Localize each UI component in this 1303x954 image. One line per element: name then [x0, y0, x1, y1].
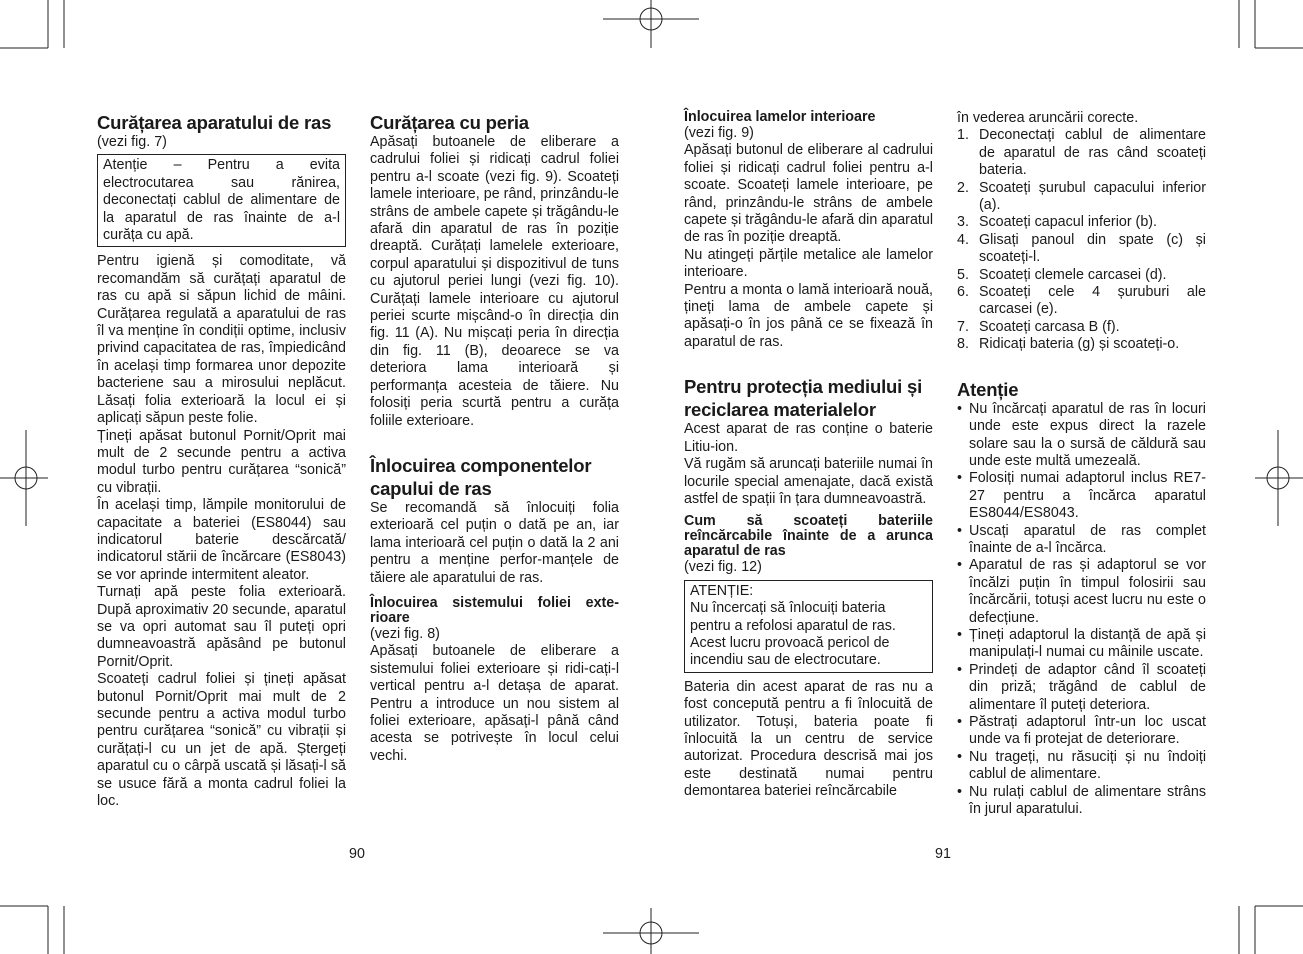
list-item: • Prindeți de adaptor când îl scoateți din priză; trăgând de cablul de alimentare îl puteți deteriora.	[957, 661, 1206, 713]
paragraph: Apăsați butoanele de eliberare a sistemului foliei exterioare și ridi-cați-l vertical pentru a-l detașa de aparat. Pentru a introduce un nou sistem al foliei exterioare, apăsați-l până când acesta se potrivește în locul celui vechi.	[370, 643, 619, 764]
warning-text: Atenție – Pentru a evita electrocutarea sau rănirea, deconectați cablul de alimentare de la aparatul de ras înainte de a-l curăța cu apă.	[103, 157, 340, 244]
list-item: • Uscați aparatul de ras complet înainte de a-l încărca.	[957, 522, 1206, 556]
page-number-left: 90	[349, 846, 365, 862]
column-battery-steps	[957, 110, 1206, 818]
list-item: 5. Scoateți clemele carcasei (d).	[957, 266, 1167, 283]
section-heading-environment: Pentru protecția mediului și reciclarea materialelor	[684, 376, 923, 421]
paragraph: Se recomandă să înlocuiți folia exterioară cel puțin o dată pe an, iar lama interioară cel puțin o dată la 2 ani pentru a menține perfor-manțele de tăiere ale aparatului de ras.	[370, 499, 619, 586]
list-item: 3. Scoateți capacul inferior (b).	[957, 214, 1157, 231]
paragraph: Scoateți cadrul foliei și țineți apăsat butonul Pornit/Oprit mai mult de 2 secunde pentru a activa modul turbo pentru curățarea “sonică” cu vibrații și curățați-l cu un jet de apă. Ștergeți aparatul cu o cârpă uscată și lăsați-l să se usuce fără a monta cadrul foliei la loc.	[97, 671, 346, 810]
column-inner-blades	[684, 110, 933, 801]
list-item: 7. Scoateți carcasa B (f).	[957, 318, 1120, 335]
figure-ref: (vezi fig. 12)	[684, 559, 762, 576]
subheading-inner-blades: Înlocuirea lamelor interioare	[684, 109, 876, 125]
list-item: • Păstrați adaptorul într-un loc uscat unde va fi protejat de deteriorare.	[957, 714, 1206, 748]
list-item: 4. Glisați panoul din spate (c) și scoateți-l.	[957, 231, 1206, 266]
section-heading-cleaning-shaver: Curățarea aparatului de ras	[97, 112, 332, 133]
paragraph: Vă rugăm să aruncați bateriile numai în locurile special amenajate, dacă există astfel de spații în țara dumneavoastră.	[684, 456, 933, 507]
section-heading-caution: Atenție	[957, 378, 1019, 400]
list-item: • Nu rulați cablul de alimentare strâns în jurul aparatului.	[957, 783, 1206, 818]
list-item: • Nu încărcați aparatul de ras în locuri unde este expus direct la razele solare sau la o sursă de căldură sau unde este multă umezeală.	[957, 400, 1206, 469]
paragraph: În același timp, lămpile monitorului de capacitate a bateriei (ES8044) sau indicatorul baterie descărcată/ indicatorul stării de încărcare (ES8043) se vor aprinde intermitent aleator.	[97, 497, 346, 583]
section-heading-brush-cleaning: Curățarea cu peria	[370, 112, 529, 133]
section-heading-replacing-parts: Înlocuirea componentelor capului de ras	[370, 454, 592, 499]
page-number-right: 91	[935, 846, 951, 862]
paragraph: Nu atingeți părțile metalice ale lamelor interioare.	[684, 246, 933, 281]
list-item: • Folosiți numai adaptorul inclus RE7-27 pentru a încărca aparatul ES8044/ES8043.	[957, 470, 1206, 522]
column-brush-cleaning	[370, 111, 619, 765]
paragraph: Acest aparat de ras conține o baterie Litiu-ion.	[684, 421, 933, 455]
paragraph: în vederea aruncării corecte.	[957, 110, 1139, 126]
list-item: • Nu trageți, nu răsuciți și nu îndoiți cablul de alimentare.	[957, 748, 1206, 783]
paragraph: Turnați apă peste folia exterioară. După aproximativ 20 secunde, aparatul se va opri automat sau îl puteți opri dumneavoastră apăsând pe butonul Pornit/Oprit.	[97, 584, 346, 670]
battery-removal-steps	[957, 127, 1206, 353]
figure-ref: (vezi fig. 9)	[684, 125, 754, 141]
figure-ref: (vezi fig. 7)	[97, 134, 167, 150]
caution-text: Nu încercați să înlocuiți bateria pentru a refolosi aparatul de ras. Acest lucru provoacă pericol de incendiu sau de electrocutare.	[690, 600, 896, 669]
caution-title: ATENȚIE:	[690, 582, 754, 599]
subheading-remove-battery: Cum să scoateți bateriile reîncărcabile înainte de a arunca aparatul de ras	[684, 513, 933, 560]
paragraph: Apăsați butonul de eliberare al cadrului foliei și ridicați cadrul foliei pentru a-l scoate. Scoateți lamele interioare, pe rând, prinzându-le strâns de ambele capete și trăgându-le afară din aparatul de ras în poziție dreaptă.	[684, 142, 933, 246]
list-item: 2. Scoateți șurubul capacului inferior (a).	[957, 179, 1206, 214]
figure-ref: (vezi fig. 8)	[370, 625, 440, 642]
subheading-outer-foil: Înlocuirea sistemului foliei exte-rioare	[370, 594, 619, 626]
list-item: 8. Ridicați bateria (g) și scoateți-o.	[957, 336, 1180, 353]
caution-box	[684, 580, 933, 673]
paragraph: Pentru igienă și comoditate, vă recomandăm să curățați aparatul de ras cu apă si săpun lichid de mâini. Curățarea regulată a aparatului de ras îl va menține în condiții optime, inclusiv privind capacitatea de ras, împiedicând în același timp formarea unor depozite bacteriene sau a mirosului neplăcut. Lăsați folia exterioară la locul ei și aplicați săpun peste folie.	[97, 253, 346, 427]
paragraph: Pentru a monta o lamă interioară nouă, țineți lama de ambele capete și apăsați-o în jos până ce se fixează în aparatul de ras.	[684, 281, 933, 350]
warning-box	[97, 154, 346, 247]
paragraph: Bateria din acest aparat de ras nu a fost concepută pentru a fi înlocuită de utilizator. Totuși, bateria poate fi înlocuită la un centru de service autorizat. Procedura descrisă mai jos este destinată numai pentru demontarea bateriei reîncărcabile	[684, 678, 933, 800]
paragraph: Apăsați butoanele de eliberare a cadrului foliei și ridicați cadrul foliei pentru a-l scoate (vezi fig. 9). Scoateți lamele interioare, pe rând, prinzându-le strâns de ambele capete și trăgându-le afară din aparatul de ras în poziție dreaptă. Curățați lamelele exterioare, corpul aparatului și dispozitivul de tuns cu ajutorul periei lungi (vezi fig. 10). Curățați lamele interioare cu ajutorul periei scurte mișcând-o în direcția din fig. 11 (A). Nu mișcați peria în direcția din fig. 11 (B), deoarece se va deteriora lama interioară și performanța acesteia de tăiere. Nu folosiți peria scurtă pentru a curăța foliile exterioare.	[370, 134, 619, 429]
list-item: 6. Scoateți cele 4 șuruburi ale carcasei (e).	[957, 284, 1206, 318]
column-cleaning-shaver	[97, 111, 346, 810]
list-item: • Țineți adaptorul la distanță de apă și manipulați-l numai cu mâinile uscate.	[957, 626, 1206, 661]
list-item: 1. Deconectați cablul de alimentare de aparatul de ras când scoateți bateria.	[957, 127, 1206, 179]
caution-bullets	[957, 401, 1206, 819]
list-item: • Aparatul de ras și adaptorul se vor încălzi puțin în timpul folosirii sau încărcării, totuși acest lucru nu este o defecțiune.	[957, 557, 1206, 626]
paragraph: Țineți apăsat butonul Pornit/Oprit mai mult de 2 secunde pentru a activa modul turbo pentru curățarea “sonică” cu vibrații.	[97, 427, 346, 496]
